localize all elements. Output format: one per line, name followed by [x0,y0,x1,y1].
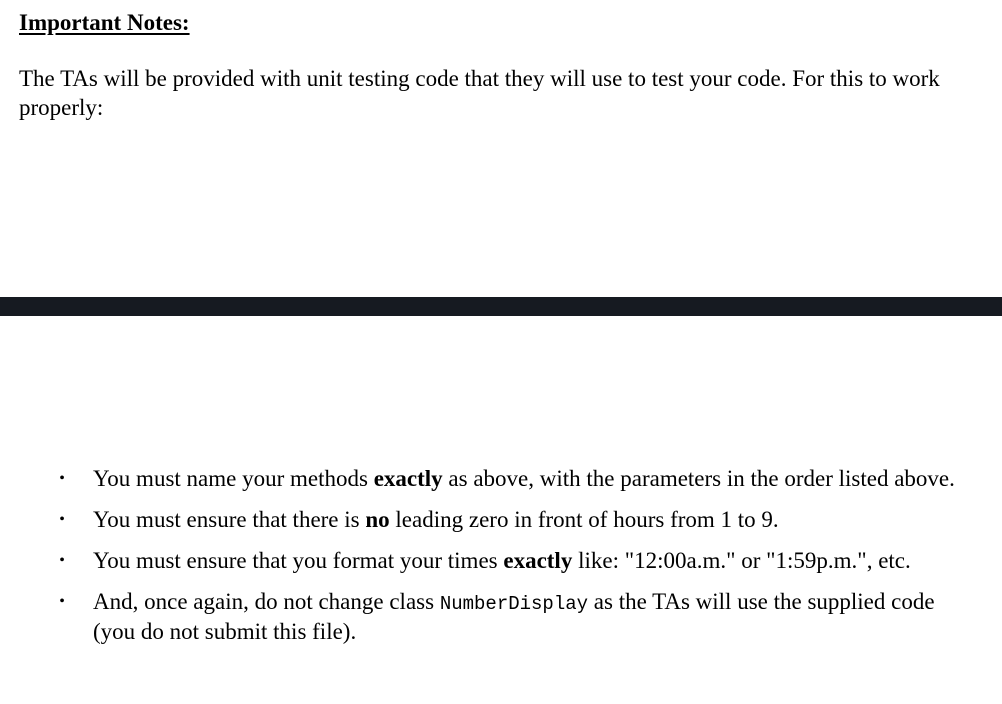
note-item-no-leading-zero [0,506,1002,534]
note-text: leading zero in front of hours from 1 to 9. [389,507,779,532]
note-text: And, once again, do not change class [93,589,440,614]
section-heading: Important Notes: [19,10,190,35]
note-item-exact-method-names [0,465,1002,493]
note-text: You must name your methods [93,466,374,491]
emphasis-text: exactly [503,548,573,573]
note-item-do-not-change-class [0,588,1002,646]
intro-paragraph: The TAs will be provided with unit testing code that they will use to test your code. For this to work properly: [19,66,940,120]
note-text: You must ensure that there is [93,507,366,532]
emphasis-text: exactly [373,466,443,491]
notes-list [0,465,1002,659]
class-name-code: NumberDisplay [439,593,589,615]
note-item-time-format [0,547,1002,575]
note-text: as above, with the parameters in the order listed above. [442,466,955,491]
note-text: like: "12:00a.m." or "1:59p.m.", etc. [572,548,911,573]
bullet-icon: • [59,593,65,610]
emphasis-text: no [365,507,390,532]
note-text: as the TAs will use the supplied code (you do not submit this file). [93,589,935,644]
note-text: You must ensure that you format your times [93,548,504,573]
bullet-icon: • [59,552,65,569]
bullet-icon: • [59,470,65,487]
redaction-bar [0,297,1002,316]
bullet-icon: • [59,511,65,528]
